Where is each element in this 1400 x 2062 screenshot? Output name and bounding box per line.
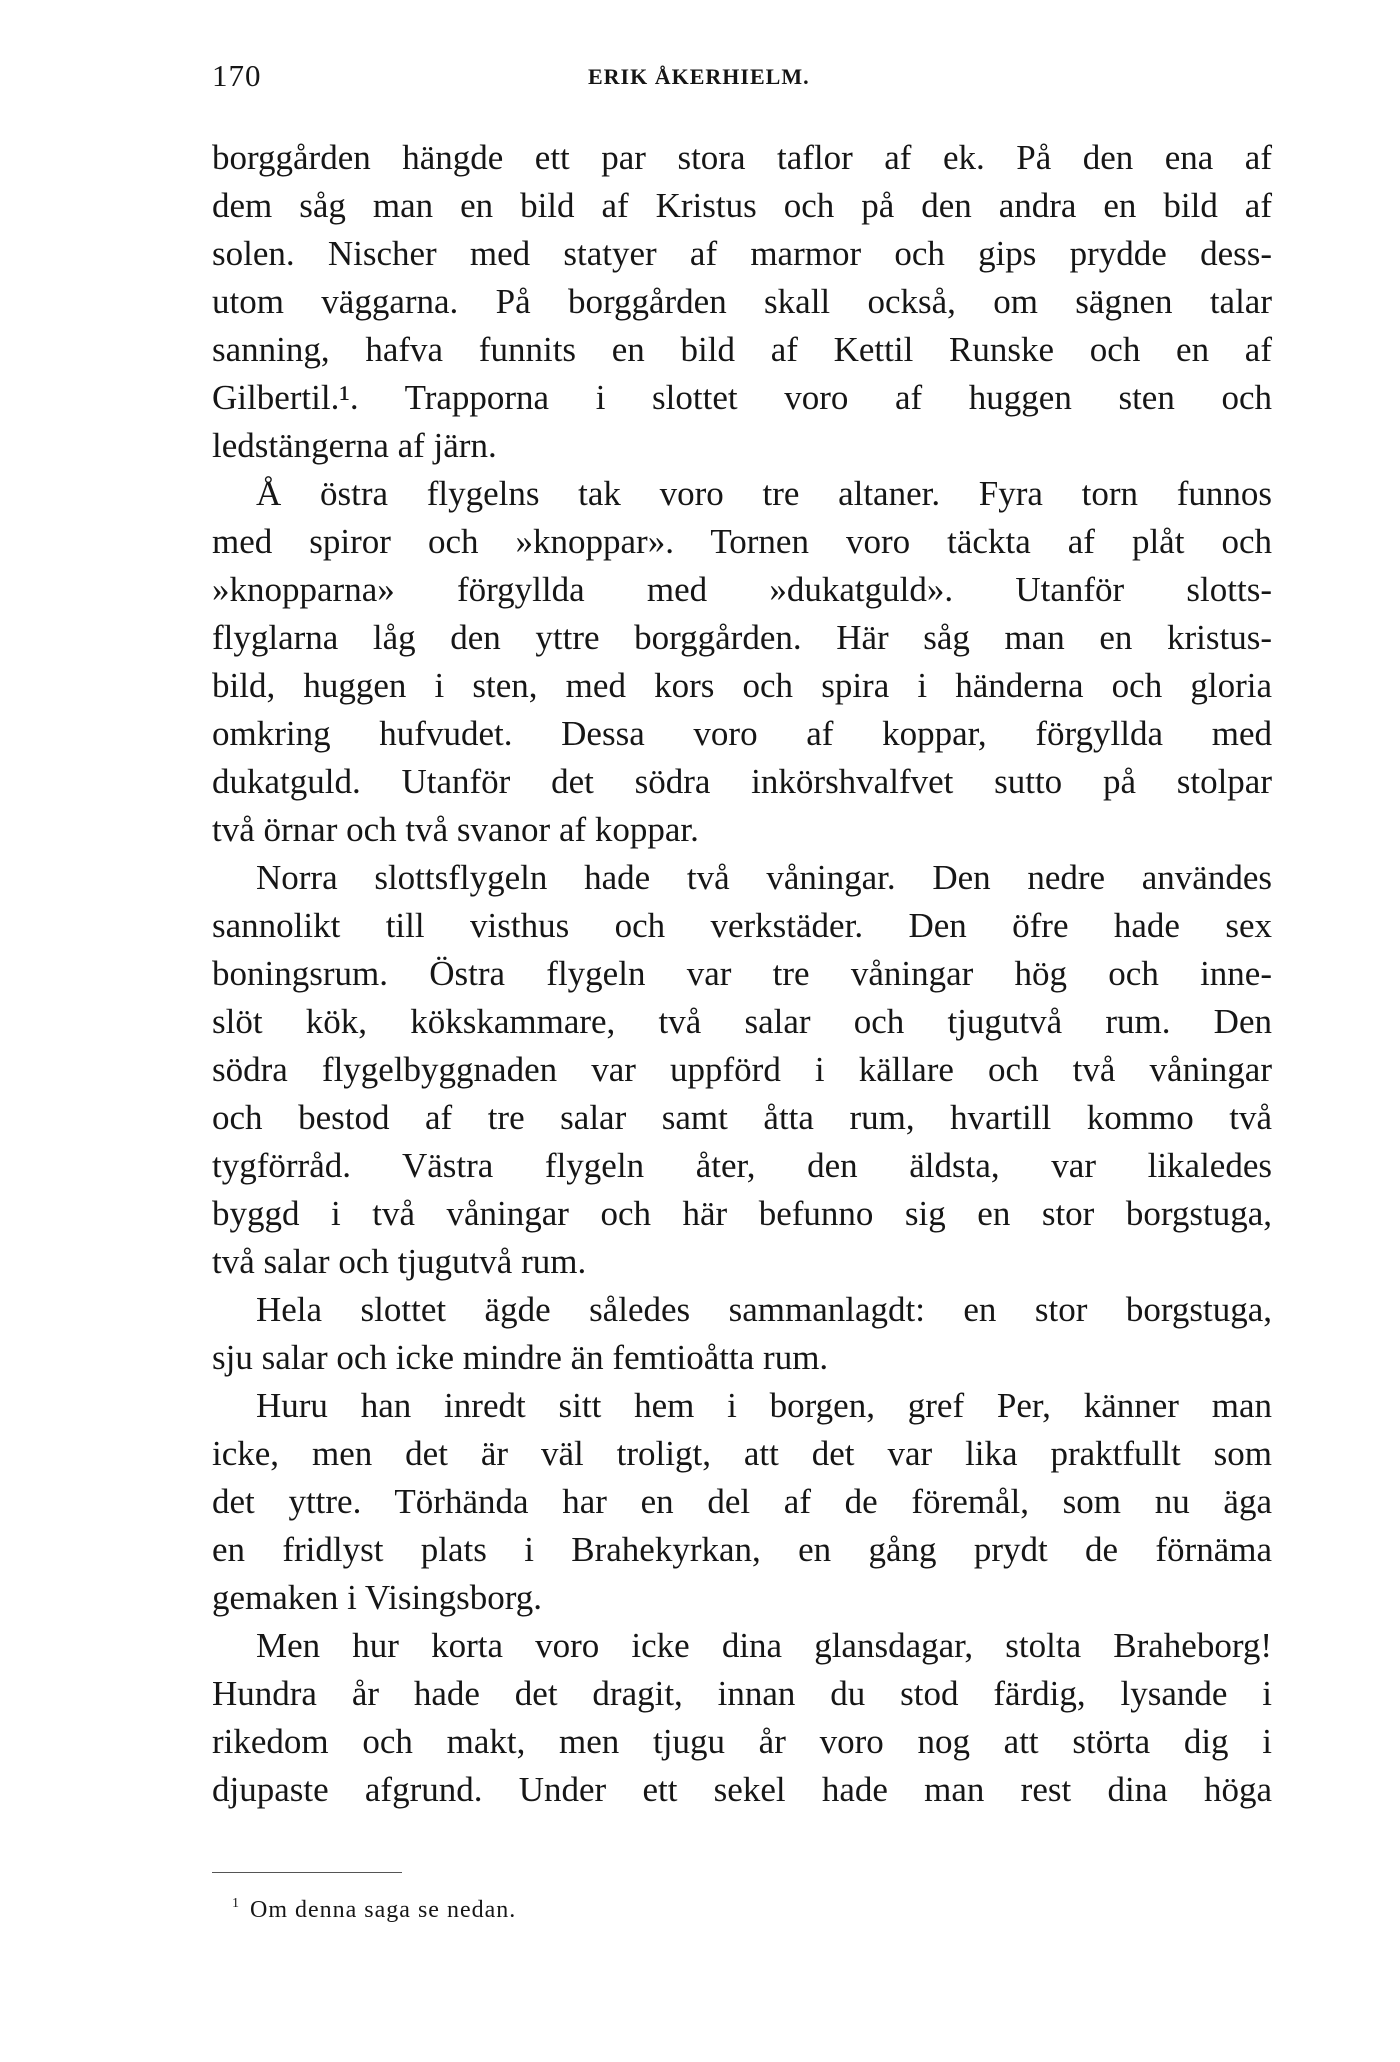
text-line: en fridlyst plats i Brahekyrkan, en gång prydt de förnäma (212, 1530, 1272, 1569)
paragraph-first-line: Huru han inredt sitt hem i borgen, gref Per, känner man (256, 1386, 1272, 1425)
text-line: södra flygelbyggnaden var uppförd i källare och två våningar (212, 1050, 1272, 1089)
text-line: flyglarna låg den yttre borggården. Här såg man en kristus- (212, 618, 1272, 657)
text-line: två örnar och två svanor af koppar. (212, 810, 699, 849)
running-title: ERIK ÅKERHIELM. (588, 64, 810, 89)
text-line: solen. Nischer med statyer af marmor och gips prydde dess- (212, 234, 1272, 273)
text-line: med spiror och »knoppar». Tornen voro täckta af plåt och (212, 522, 1272, 561)
text-line: rikedom och makt, men tjugu år voro nog att störta dig i (212, 1722, 1272, 1761)
body-text (212, 134, 1272, 1814)
text-line: dukatguld. Utanför det södra inkörshvalfvet sutto på stolpar (212, 762, 1272, 801)
text-line: Hundra år hade det dragit, innan du stod färdig, lysande i (212, 1674, 1272, 1713)
page-number: 170 (212, 58, 262, 93)
running-head (212, 58, 1274, 98)
text-line: två salar och tjugutvå rum. (212, 1242, 587, 1281)
text-line: tygförråd. Västra flygeln åter, den äldsta, var likaledes (212, 1146, 1272, 1185)
text-line: dem såg man en bild af Kristus och på den andra en bild af (212, 186, 1272, 225)
text-line: sannolikt till visthus och verkstäder. Den öfre hade sex (212, 906, 1272, 945)
text-line: Gilbertil.¹. Trapporna i slottet voro af huggen sten och (212, 378, 1272, 417)
footnote-text: Om denna saga se nedan. (250, 1897, 517, 1923)
paragraph-first-line: Men hur korta voro icke dina glansdagar, stolta Braheborg! (256, 1626, 1272, 1665)
text-line: boningsrum. Östra flygeln var tre våningar hög och inne- (212, 954, 1272, 993)
text-line: byggd i två våningar och här befunno sig en stor borgstuga, (212, 1194, 1272, 1233)
text-line: bild, huggen i sten, med kors och spira i händerna och gloria (212, 666, 1272, 705)
text-line: och bestod af tre salar samt åtta rum, hvartill kommo två (212, 1098, 1272, 1137)
paragraph-first-line: Norra slottsflygeln hade två våningar. Den nedre användes (256, 858, 1272, 897)
text-line: »knopparna» förgyllda med »dukatguld». Utanför slotts- (212, 570, 1272, 609)
text-line: sanning, hafva funnits en bild af Kettil Runske och en af (212, 330, 1272, 369)
text-line: det yttre. Törhända har en del af de föremål, som nu äga (212, 1482, 1272, 1521)
text-line: omkring hufvudet. Dessa voro af koppar, förgyllda med (212, 714, 1272, 753)
text-line: ledstängerna af järn. (212, 426, 497, 465)
text-line: utom väggarna. På borggården skall också, om sägnen talar (212, 282, 1272, 321)
text-line: gemaken i Visingsborg. (212, 1578, 543, 1617)
footnote-marker: 1 (232, 1896, 240, 1911)
text-line: sju salar och icke mindre än femtioåtta rum. (212, 1338, 829, 1377)
paragraph-first-line: Hela slottet ägde således sammanlagdt: en stor borgstuga, (256, 1290, 1272, 1329)
text-line: borggården hängde ett par stora taflor af ek. På den ena af (212, 138, 1272, 177)
footnote (232, 1888, 516, 1926)
footnote-rule (212, 1872, 402, 1873)
text-line: icke, men det är väl troligt, att det var lika praktfullt som (212, 1434, 1272, 1473)
paragraph-first-line: Å östra flygelns tak voro tre altaner. Fyra torn funnos (256, 474, 1272, 513)
text-line: djupaste afgrund. Under ett sekel hade man rest dina höga (212, 1770, 1272, 1809)
text-line: slöt kök, kökskammare, två salar och tjugutvå rum. Den (212, 1002, 1272, 1041)
